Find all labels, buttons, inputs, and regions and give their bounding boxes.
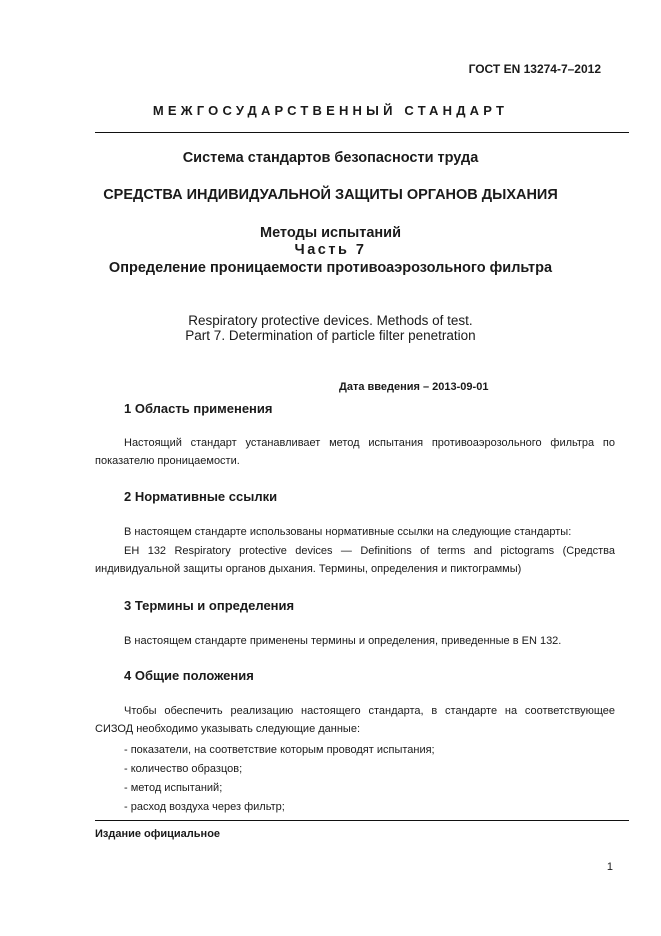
interstate-standard-heading: МЕЖГОСУДАРСТВЕННЫЙ СТАНДАРТ [152,103,509,118]
gost-code: ГОСТ EN 13274-7–2012 [468,62,601,76]
main-title: СРЕДСТВА ИНДИВИДУАЛЬНОЙ ЗАЩИТЫ ОРГАНОВ ДЫХАНИЯ [103,187,558,203]
section-4-text: Чтобы обеспечить реализацию настоящего стандарта, в стандарте на соответствующее СИЗОД необходимо указывать следующие данные: [95,705,615,735]
english-title-line-2: Part 7. Determination of particle filter penetration [185,328,476,343]
list-item: - метод испытаний; [124,782,223,794]
section-2-text-2: ЕН 132 Respiratory protective devices — Definitions of terms and pictograms (Средства индивидуальной защиты органов дыхания. Термины, определения и пиктограммы) [95,545,615,575]
section-2-text-1: В настоящем стандарте использованы нормативные ссылки на следующие стандарты: [124,526,572,538]
official-edition-label: Издание официальное [95,828,221,840]
part-title: Определение проницаемости противоаэрозольного фильтра [108,260,553,276]
section-1-text: Настоящий стандарт устанавливает метод испытания противоаэрозольного фильтра по показателю проницаемости. [95,437,615,467]
section-3-text: В настоящем стандарте применены термины и определения, приведенные в EN 132. [124,635,562,647]
top-divider [95,132,629,133]
list-item: - расход воздуха через фильтр; [124,801,285,813]
section-1-heading: 1 Область применения [124,401,273,416]
introduction-date: Дата введения – 2013-09-01 [339,381,489,393]
english-title-line-1: Respiratory protective devices. Methods of test. [188,313,473,328]
system-title: Система стандартов безопасности труда [182,150,479,166]
page-number: 1 [606,861,613,873]
bottom-divider [95,820,629,821]
part-label: Часть 7 [294,242,367,258]
section-4-heading: 4 Общие положения [124,668,254,683]
methods-title: Методы испытаний [259,225,401,241]
section-3-heading: 3 Термины и определения [124,598,295,613]
list-item: - показатели, на соответствие которым проводят испытания; [124,744,435,756]
section-2-heading: 2 Нормативные ссылки [124,489,278,504]
list-item: - количество образцов; [124,763,243,775]
